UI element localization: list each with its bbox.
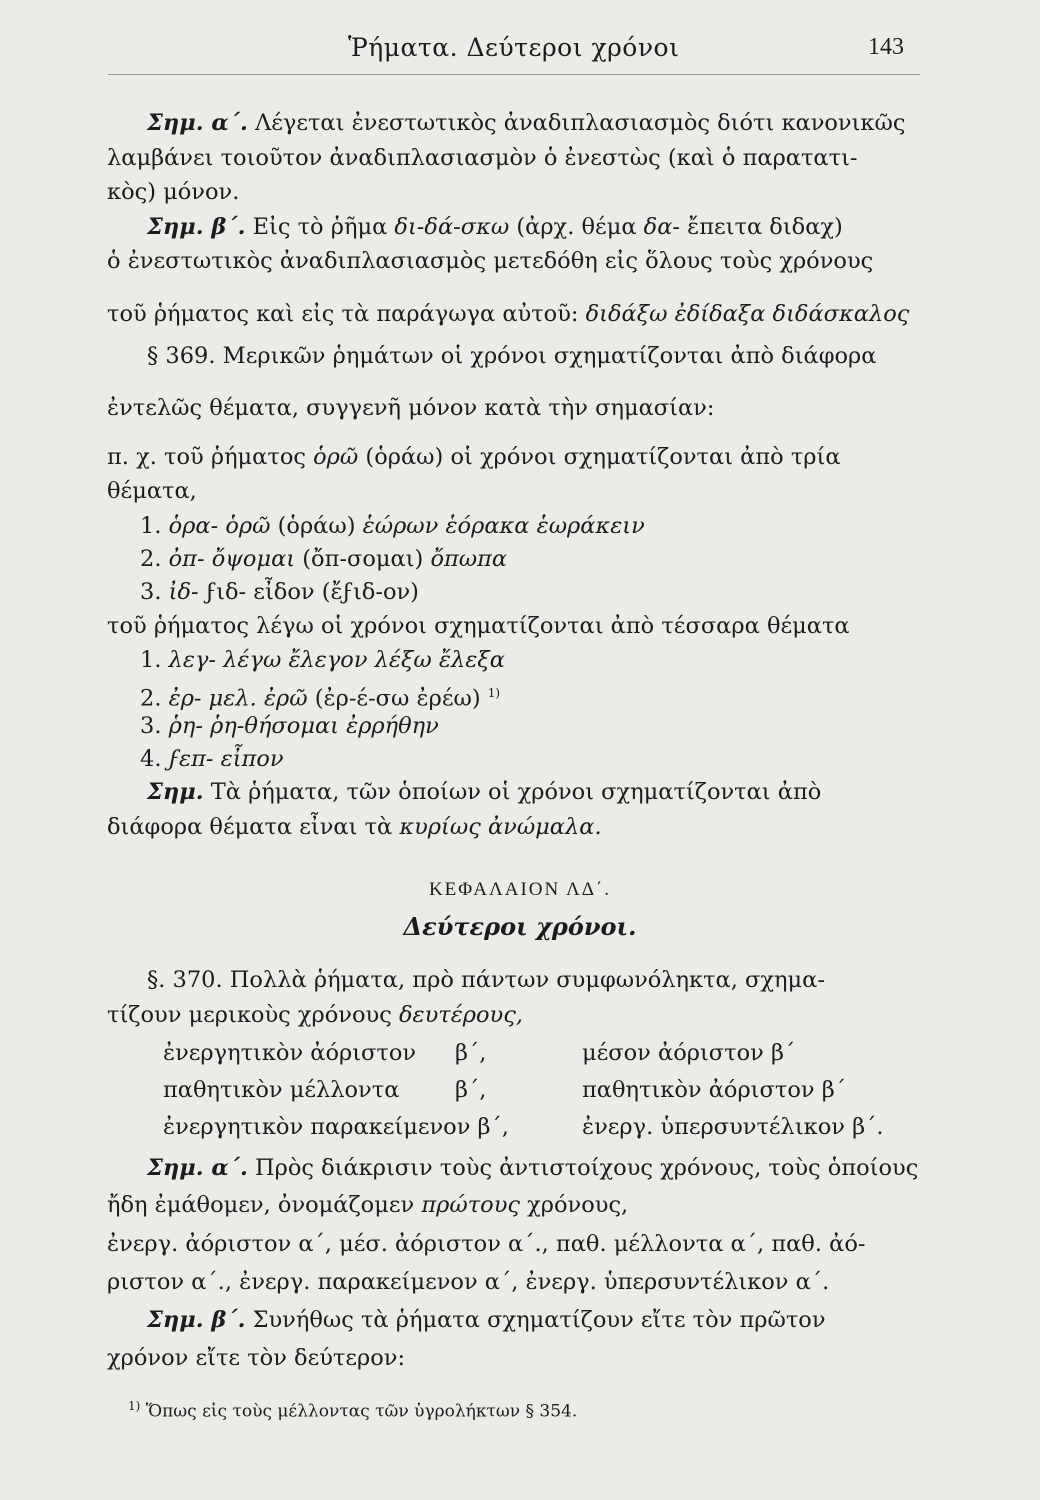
list-item: 2. ἐρ- μελ. ἐρῶ (ἐρ-έ-σω ἐρέω) $^{1)}$: [140, 685, 501, 712]
tense-row: παθητικὸν μέλλοντα β΄, παθητικὸν ἀόριστον β΄: [163, 1077, 846, 1103]
tense-row: ἐνεργητικὸν παρακείμενον β΄, ἐνεργ. ὑπερσυντέλικον β΄.: [163, 1114, 884, 1140]
page-number: 143: [868, 34, 904, 60]
text-line: ὁ ἐνεστωτικὸς ἀναδιπλασιασμὸς μετεδόθη εἰς ὅλους τοὺς χρόνους: [107, 248, 874, 274]
text-line: Σημ. β΄. Εἰς τὸ ῥῆμα δι-δά-σκω (ἀρχ. θέμα δα- ἔπειτα διδαχ): [147, 214, 843, 240]
text-line: διάφορα θέματα εἶναι τὰ κυρίως ἀνώμαλα.: [107, 814, 602, 840]
list-item: 1. ὁρα- ὁρῶ (ὁράω) ἑώρων ἑόρακα ἑωράκειν: [140, 513, 645, 539]
page-header: [0, 33, 1040, 73]
text-line: Σημ. β΄. Συνήθως τὰ ῥήματα σχηματίζουν εἴτε τὸν πρῶτον: [147, 1307, 826, 1333]
text-line: Σημ. Τὰ ῥήματα, τῶν ὁποίων οἱ χρόνοι σχηματίζονται ἀπὸ: [147, 779, 822, 805]
text-line: θέματα,: [107, 478, 197, 504]
running-title: Ῥήματα. Δεύτεροι χρόνοι: [348, 33, 680, 62]
text-line: ριστον α΄., ἐνεργ. παρακείμενον α΄, ἐνεργ. ὑπερσυντέλικον α΄.: [107, 1269, 830, 1295]
footnote-text: Ὅπως εἰς τοὺς μέλλοντας τῶν ὑγρολήκτων § 354.: [140, 1401, 578, 1422]
text-line: § 369. Μερικῶν ῥημάτων οἱ χρόνοι σχηματίζονται ἀπὸ διάφορα: [147, 343, 877, 369]
tense-row: ἐνεργητικὸν ἀόριστον β΄, μέσον ἀόριστον β΄: [163, 1040, 796, 1066]
text-line: π. χ. τοῦ ῥήματος ὁρῶ (ὁράω) οἱ χρόνοι σχηματίζονται ἀπὸ τρία: [107, 444, 841, 470]
chapter-heading: ΚΕΦΑΛΑΙΟΝ ΛΔ΄.: [428, 879, 612, 900]
list-item: 2. ὀπ- ὄψομαι (ὄπ-σομαι) ὄπωπα: [140, 546, 508, 572]
list-item: 3. ῥη- ῥη-θήσομαι ἐρρήθην: [140, 713, 439, 739]
text-line: χρόνον εἴτε τὸν δεύτερον:: [107, 1345, 406, 1371]
list-item: 4. ϝεπ- εἶπον: [140, 746, 284, 772]
text-line: κὸς) μόνον.: [107, 179, 240, 205]
text-line: τίζουν μερικοὺς χρόνους δευτέρους,: [107, 1002, 523, 1028]
footnote-ref: 1): [487, 686, 501, 700]
footnote-mark: 1): [128, 1399, 141, 1413]
header-rule: [108, 74, 920, 75]
text-line: τοῦ ῥήματος λέγω οἱ χρόνοι σχηματίζονται ἀπὸ τέσσαρα θέματα: [107, 613, 850, 639]
list-item: 1. λεγ- λέγω ἔλεγον λέξω ἔλεξα: [140, 647, 505, 673]
text-line: λαμβάνει τοιοῦτον ἀναδιπλασιασμὸν ὁ ἐνεστὼς (καὶ ὁ παρατατι-: [107, 145, 858, 171]
footnote: [128, 1399, 577, 1422]
text-line: Σημ. α΄. Λέγεται ἐνεστωτικὸς ἀναδιπλασιασμὸς διότι κανονικῶς: [147, 110, 906, 136]
chapter-title: Δεύτεροι χρόνοι.: [403, 912, 637, 941]
text-line: ἤδη ἐμάθομεν, ὀνομάζομεν πρώτους χρόνους,: [107, 1192, 629, 1218]
text-line: ἐντελῶς θέματα, συγγενῆ μόνον κατὰ τὴν σημασίαν:: [107, 395, 715, 421]
text-line: ἐνεργ. ἀόριστον α΄, μέσ. ἀόριστον α΄., παθ. μέλλοντα α΄, παθ. ἀό-: [107, 1231, 866, 1257]
text-line: §. 370. Πολλὰ ῥήματα, πρὸ πάντων συμφωνόληκτα, σχημα-: [147, 967, 825, 993]
list-item: 3. ἰδ- ϝιδ- εἶδον (ἔϝιδ-ον): [140, 579, 419, 605]
text-line: τοῦ ῥήματος καὶ εἰς τὰ παράγωγα αὐτοῦ: διδάξω ἐδίδαξα διδάσκαλος: [107, 301, 910, 327]
text-line: Σημ. α΄. Πρὸς διάκρισιν τοὺς ἀντιστοίχους χρόνους, τοὺς ὁποίους: [147, 1155, 919, 1181]
